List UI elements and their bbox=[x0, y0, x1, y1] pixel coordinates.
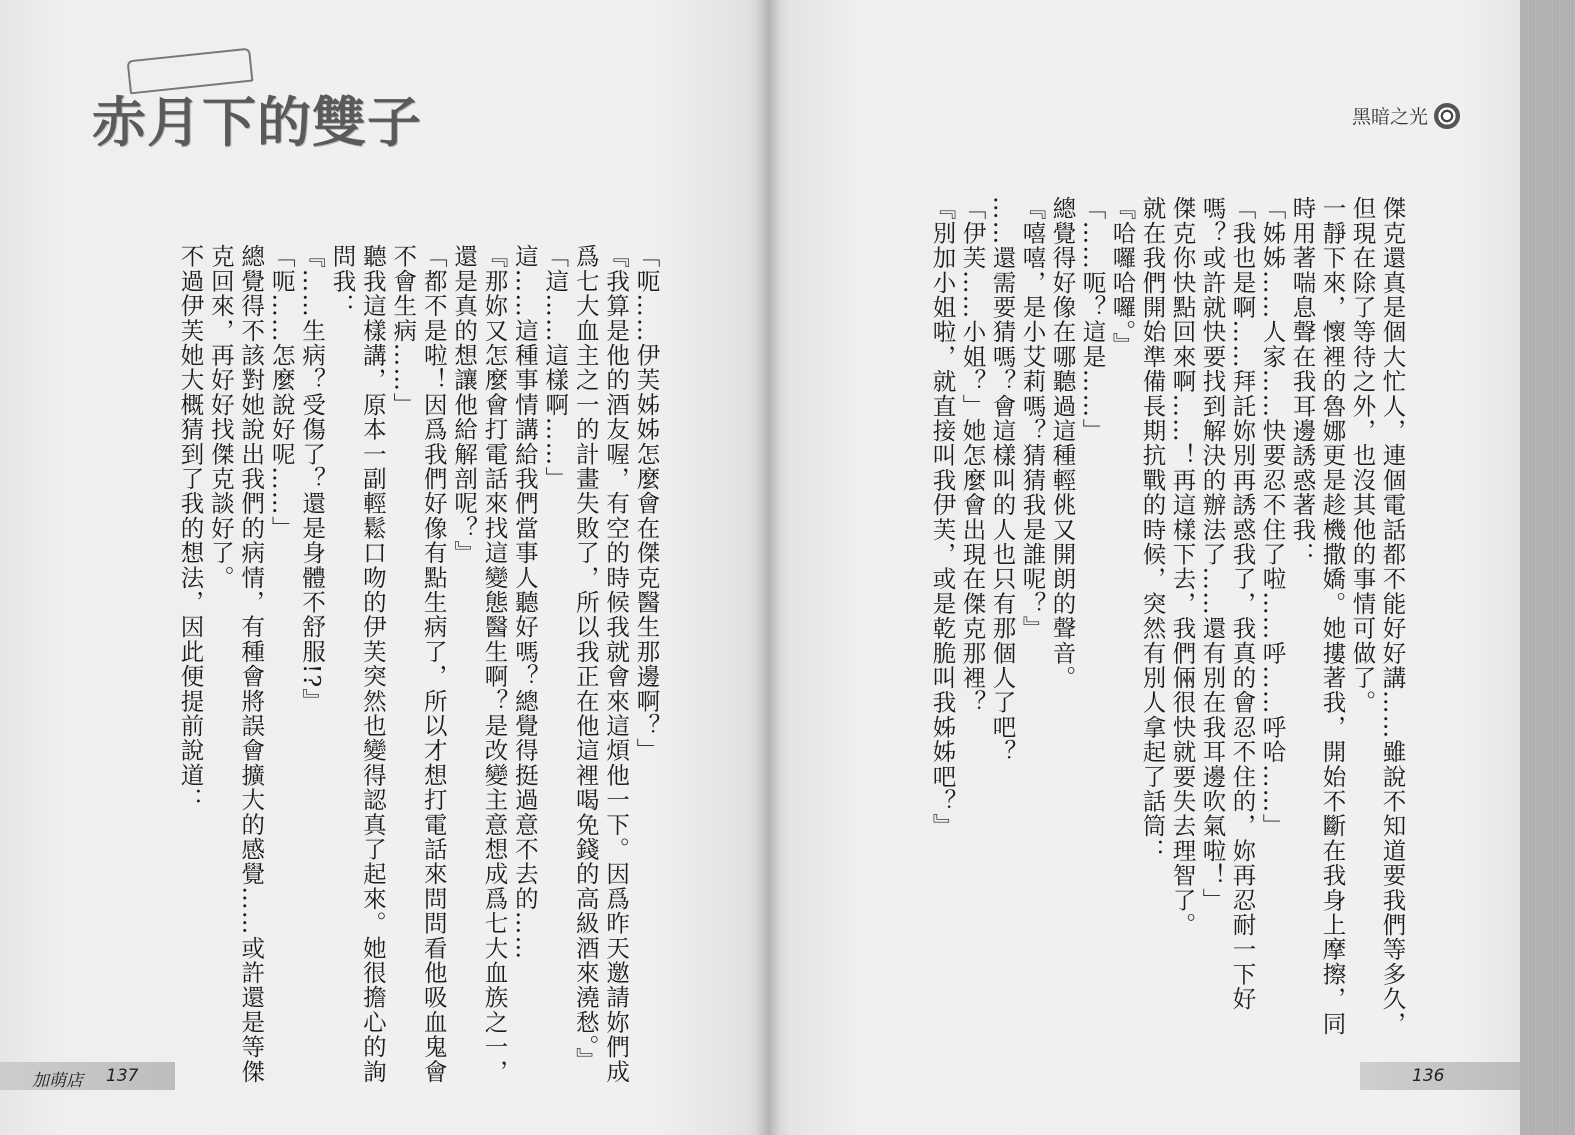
text-column: 問我： bbox=[328, 244, 357, 319]
text-column: 『我算是他的酒友喔，有空的時候我就會來這煩他一下。因爲昨天邀請妳們成 bbox=[602, 244, 631, 1084]
text-column: 但現在除了等待之外，也沒其他的事情可做了。 bbox=[1348, 196, 1377, 715]
text-column: 這……這種事情講給我們當事人聽好嗎？總覺得挺過意不去的…… bbox=[510, 244, 539, 961]
text-column: 爲七大血主之一的計畫失敗了，所以我正在他這裡喝免錢的高級酒來澆愁。』 bbox=[571, 244, 600, 1073]
flower-emblem-icon bbox=[1434, 103, 1460, 129]
text-column: 『……生病？受傷了？還是身體不舒服!?』 bbox=[298, 244, 327, 714]
publisher-label: 加萌店 bbox=[32, 1071, 83, 1091]
left-page-footer bbox=[0, 1062, 175, 1090]
page-edges bbox=[1520, 0, 1575, 1135]
book-gutter bbox=[756, 0, 780, 1135]
text-column: 『嘻嘻，是小艾莉嗎？猜猜我是誰呢？』 bbox=[1018, 196, 1047, 641]
text-column: 就在我們開始準備長期抗戰的時候，突然有別人拿起了話筒： bbox=[1138, 196, 1167, 863]
left-page bbox=[0, 0, 768, 1135]
text-column: 嗎？或許就快要找到解決的辦法了……還有別在我耳邊吹氣啦！」 bbox=[1198, 196, 1227, 913]
text-column: 傑克你快點回來啊……！再這樣下去，我們倆很快就要失去理智了。 bbox=[1168, 196, 1197, 937]
text-column: 不會生病……」 bbox=[389, 244, 418, 417]
text-column: 「呃……怎麼說好呢……」 bbox=[267, 244, 296, 541]
text-column: 時用著喘息聲在我耳邊誘惑著我： bbox=[1288, 196, 1317, 567]
text-column: 克回來，再好好找傑克談好了。 bbox=[206, 244, 235, 590]
text-column: 『那妳又怎麼會打電話來找這變態醫生啊？是改變主意想成爲七大血族之一， bbox=[480, 244, 509, 1084]
text-column: 「姊姊……人家……快要忍不住了啦……呼……呼哈……」 bbox=[1258, 196, 1287, 839]
text-column: 「伊芙……小姐？」她怎麼會出現在傑克那裡？ bbox=[958, 196, 987, 715]
left-page-number: 137 bbox=[106, 1066, 139, 1086]
right-page-number: 136 bbox=[1412, 1066, 1445, 1086]
text-column: ……還需要猜嗎？會這樣叫的人也只有那個人了吧？ bbox=[988, 196, 1017, 765]
right-page-footer bbox=[1360, 1062, 1520, 1090]
text-column: 總覺得不該對她說出我們的病情，有種會將誤會擴大的感覺……或許還是等傑 bbox=[237, 244, 266, 1084]
right-page bbox=[768, 0, 1520, 1135]
text-column: 聽我這樣講，原本一副輕鬆口吻的伊芙突然也變得認真了起來。她很擔心的詢 bbox=[358, 244, 387, 1084]
text-column: 總覺得好像在哪聽過這種輕佻又開朗的聲音。 bbox=[1048, 196, 1077, 690]
text-column: 「呃……伊芙姊姊怎麼會在傑克醫生那邊啊？」 bbox=[632, 244, 661, 763]
text-column: 「……呃？這是……」 bbox=[1078, 196, 1107, 443]
chapter-title: 黑暗之光 bbox=[1352, 106, 1429, 128]
text-column: 『哈囉哈囉。』 bbox=[1108, 196, 1137, 358]
chapter-header bbox=[1352, 102, 1460, 129]
series-title: 赤月下的雙子 bbox=[92, 90, 422, 154]
text-column: 一靜下來，懷裡的魯娜更是趁機撒嬌。她摟著我，開始不斷在我身上摩擦，同 bbox=[1318, 196, 1347, 1036]
text-column: 不過伊芙她大概猜到了我的想法，因此便提前說道： bbox=[176, 244, 205, 813]
text-column: 傑克還真是個大忙人，連個電話都不能好好講……雖說不知道要我們等多久， bbox=[1378, 196, 1407, 1036]
text-column: 「這……這樣啊……」 bbox=[541, 244, 570, 491]
text-column: 「我也是啊……拜託妳別再誘惑我了，我真的會忍不住的，妳再忍耐一下好 bbox=[1228, 196, 1257, 1012]
text-column: 「都不是啦！因爲我們好像有點生病了，所以才想打電話來問問看他吸血鬼會 bbox=[419, 244, 448, 1084]
text-column: 『別加小姐啦，就直接叫我伊芙，或是乾脆叫我姊姊吧？』 bbox=[928, 196, 957, 839]
text-column: 還是真的想讓他給解剖呢？』 bbox=[450, 244, 479, 566]
